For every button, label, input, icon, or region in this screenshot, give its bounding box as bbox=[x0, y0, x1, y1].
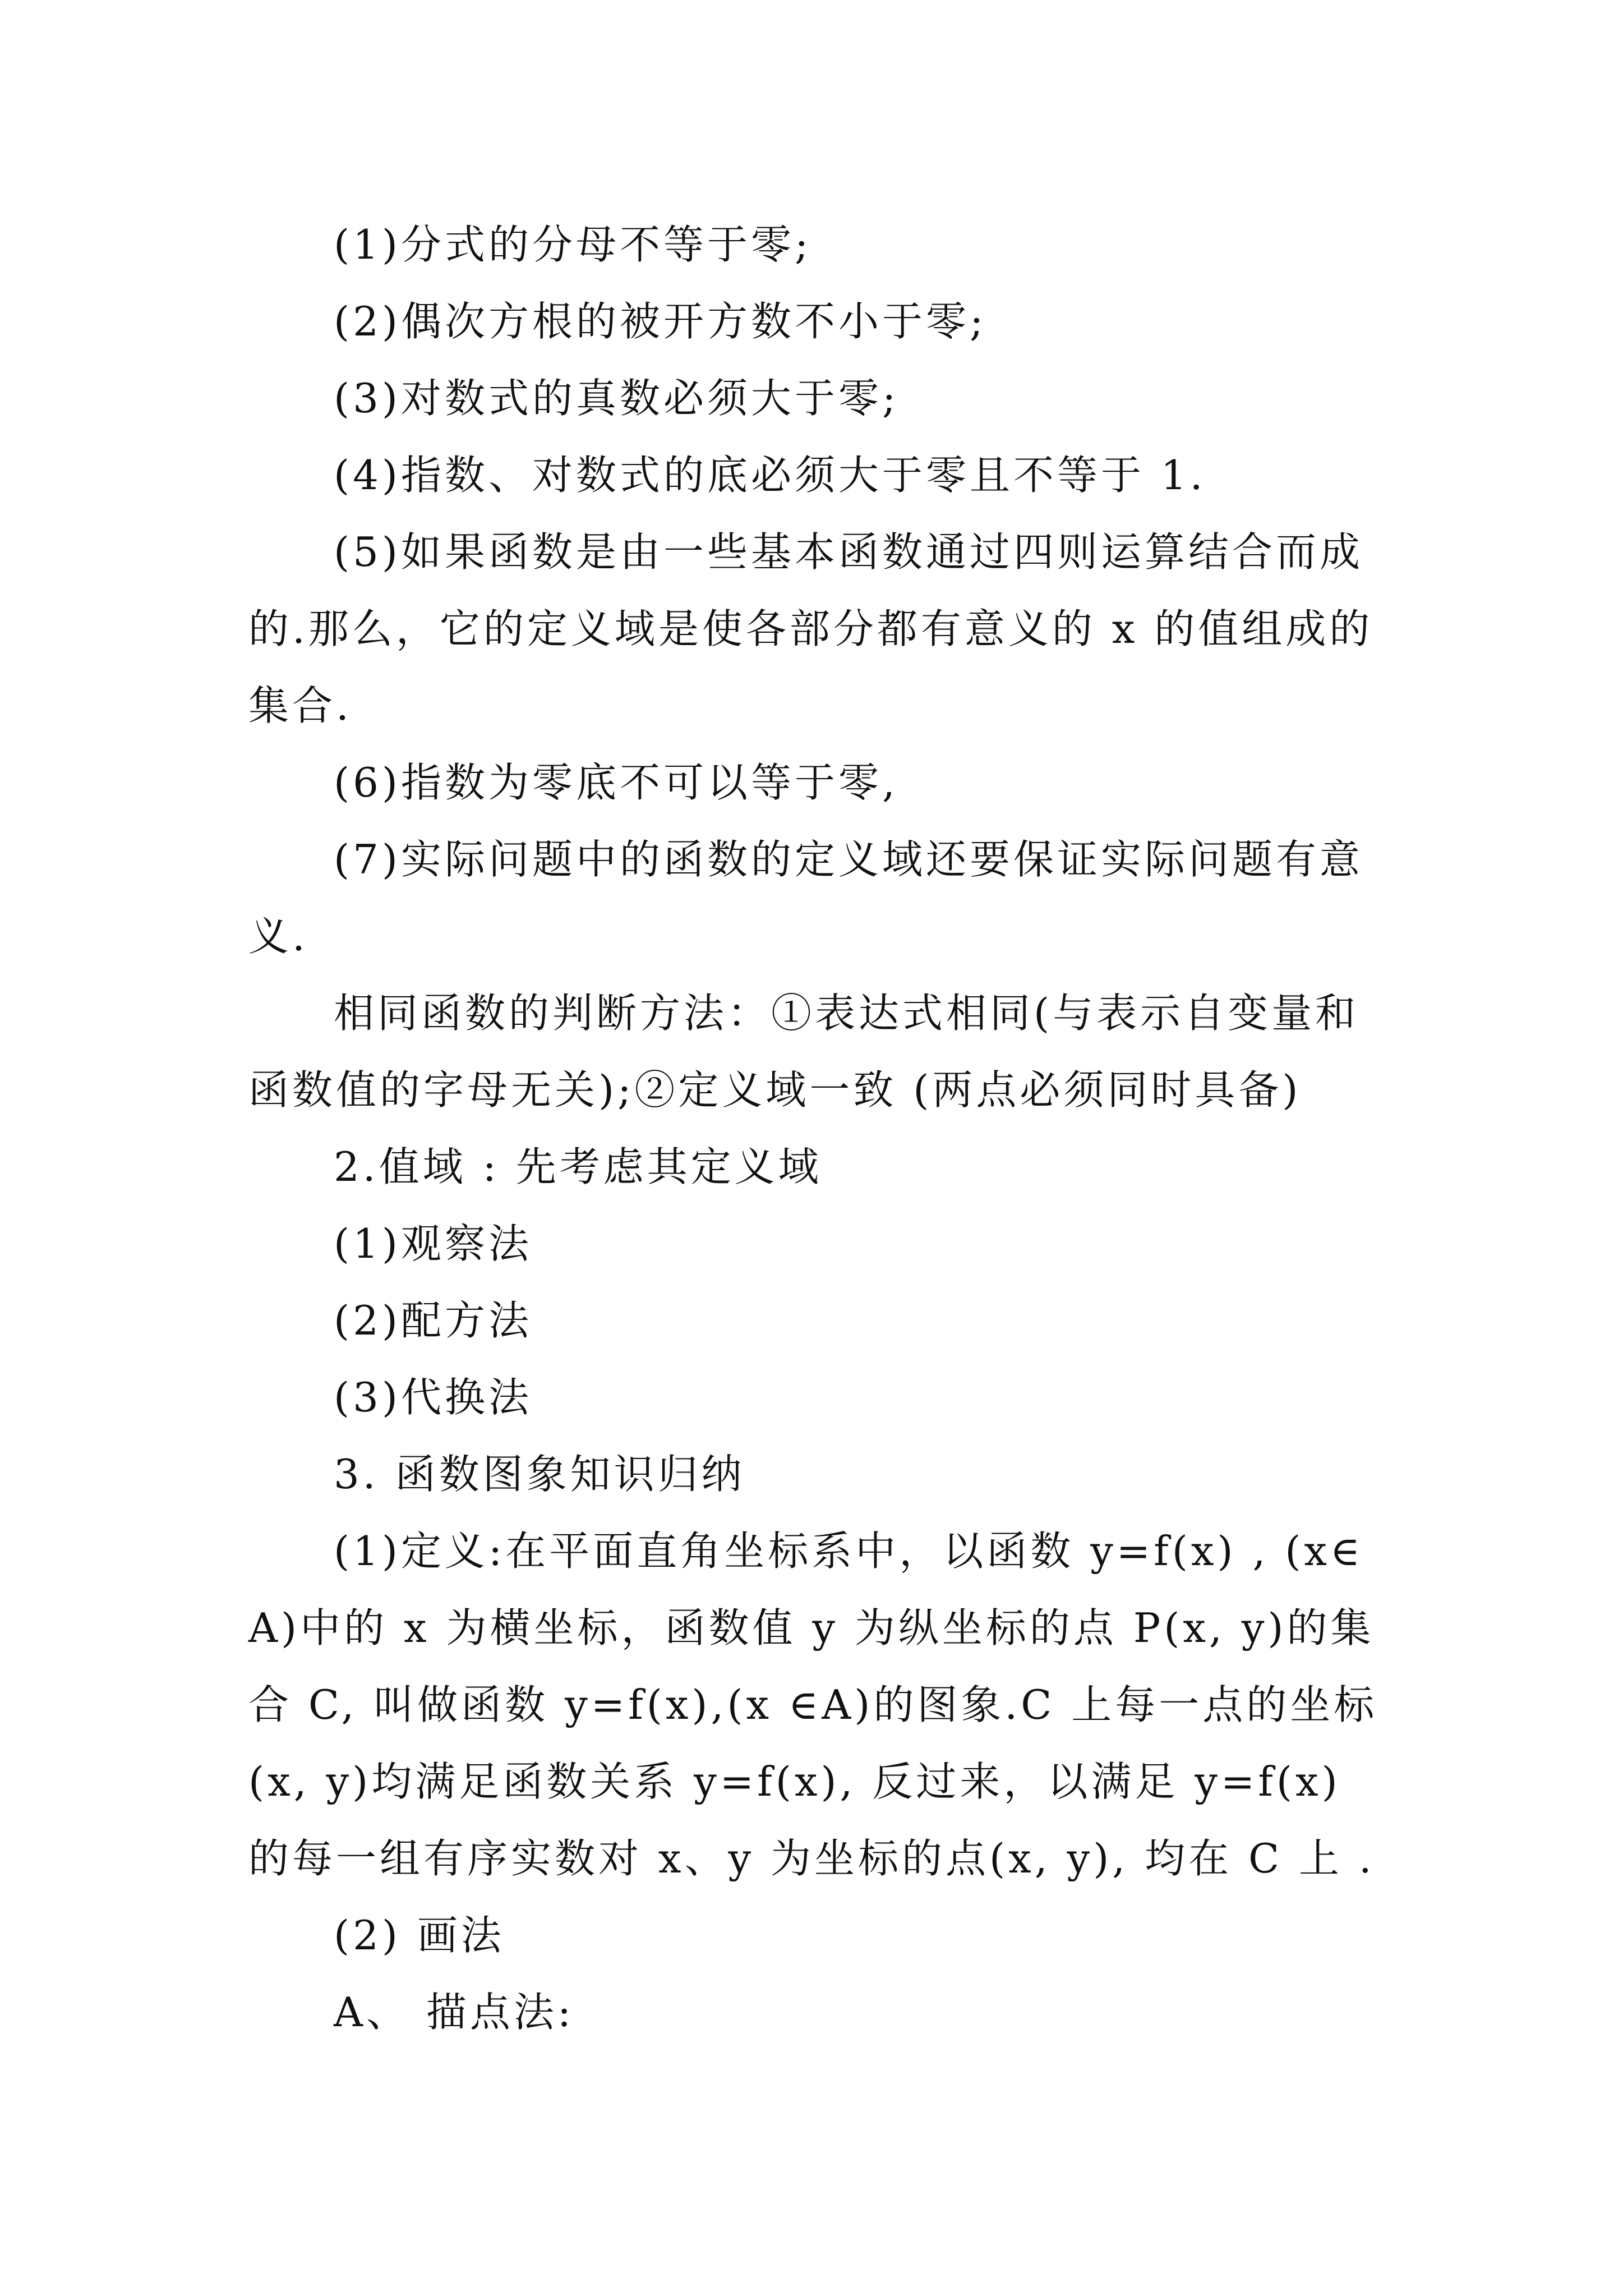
paragraph-graph-definition: (1)定义:在平面直角坐标系中，以函数 y=f(x) , (x∈A)中的 x 为横坐标，函数值 y 为纵坐标的点 P(x, y)的集合 C, 叫做函数 y=f(x),(x ∈A)的图象.C 上每一点的坐标(x, y)均满足函数关系 y=f(x), 反过来，以满足 y=f(x)的每一组有序实数对 x、y 为坐标的点(x, y), 均在 C 上 . bbox=[248, 1527, 1378, 1882]
paragraph-domain-rule-5: (5)如果函数是由一些基本函数通过四则运算结合而成的.那么，它的定义域是使各部分都有意义的 x 的值组成的集合. bbox=[248, 528, 1373, 729]
paragraph-range-method-3: (3)代换法 bbox=[334, 1374, 532, 1421]
paragraph-domain-rule-2: (2)偶次方根的被开方数不小于零; bbox=[334, 298, 987, 345]
paragraph-range-method-2: (2)配方法 bbox=[334, 1297, 532, 1344]
heading-function-graph: 3. 函数图象知识归纳 bbox=[334, 1451, 745, 1498]
paragraph-domain-rule-4: (4)指数、对数式的底必须大于零且不等于 1. bbox=[334, 452, 1206, 499]
paragraph-domain-rule-7: (7)实际问题中的函数的定义域还要保证实际问题有意义. bbox=[248, 836, 1363, 960]
document-body bbox=[248, 206, 1381, 2051]
paragraph-point-plotting: A、 描点法: bbox=[334, 1989, 575, 2036]
paragraph-same-function-test: 相同函数的判断方法：①表达式相同(与表示自变量和函数值的字母无关);②定义域一致 (两点必须同时具备) bbox=[248, 990, 1359, 1114]
paragraph-domain-rule-3: (3)对数式的真数必须大于零; bbox=[334, 375, 900, 422]
paragraph-domain-rule-6: (6)指数为零底不可以等于零, bbox=[334, 759, 898, 806]
paragraph-drawing-method: (2) 画法 bbox=[334, 1912, 505, 1959]
heading-range: 2.值域 : 先考虑其定义域 bbox=[334, 1143, 822, 1190]
paragraph-range-method-1: (1)观察法 bbox=[334, 1220, 532, 1267]
paragraph-domain-rule-1: (1)分式的分母不等于零; bbox=[334, 221, 812, 268]
